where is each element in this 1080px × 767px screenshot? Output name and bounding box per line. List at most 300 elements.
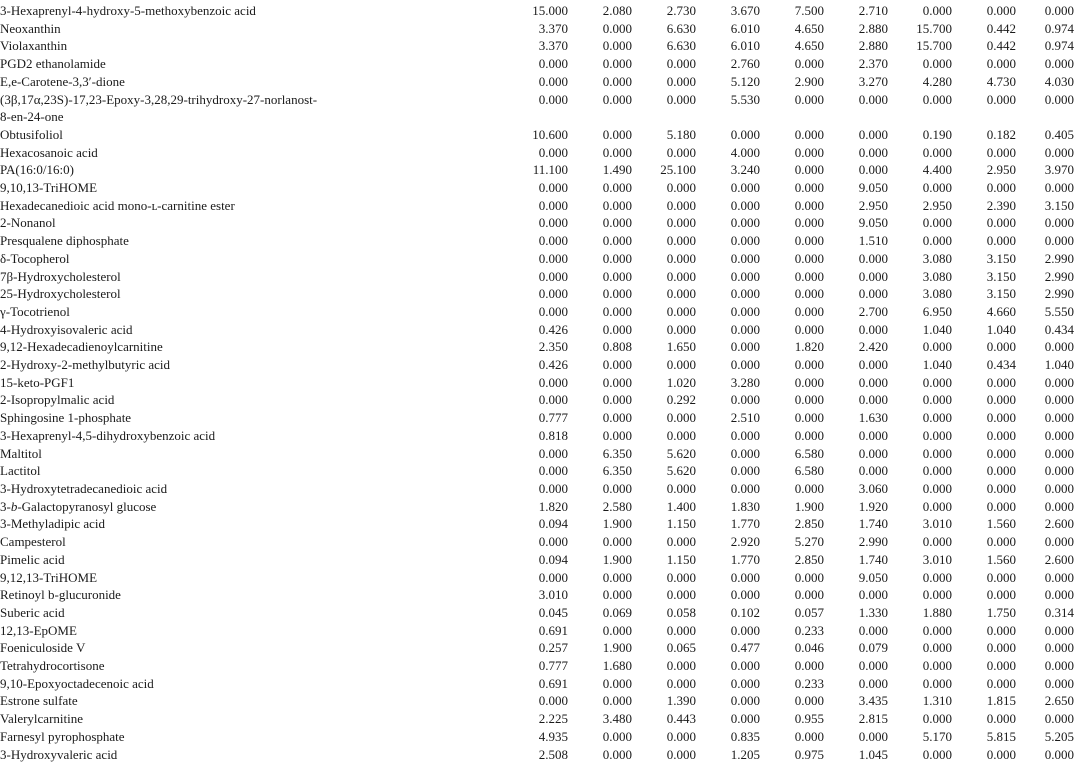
table-row bbox=[0, 197, 1080, 215]
value-cell: 5.205 bbox=[1044, 728, 1074, 744]
value-cell: 0.405 bbox=[1044, 126, 1074, 142]
value-cell: 0.000 bbox=[666, 569, 696, 585]
value-cell: 0.000 bbox=[986, 392, 1016, 408]
value-cell: 25.100 bbox=[660, 162, 696, 178]
value-cell: 0.000 bbox=[794, 286, 824, 302]
value-cell: 2.850 bbox=[794, 551, 824, 567]
compound-name: E,e-Carotene-3,3′-dione bbox=[0, 73, 125, 89]
value-cell: 9.050 bbox=[858, 180, 888, 196]
value-cell: 2.815 bbox=[858, 711, 888, 727]
value-cell: 0.000 bbox=[858, 286, 888, 302]
value-cell: 0.000 bbox=[858, 91, 888, 107]
value-cell: 0.000 bbox=[666, 587, 696, 603]
value-cell: 2.710 bbox=[858, 3, 888, 18]
value-cell: 0.000 bbox=[794, 162, 824, 178]
value-cell: 0.000 bbox=[602, 180, 632, 196]
value-cell: 2.580 bbox=[602, 498, 632, 514]
table-row bbox=[0, 586, 1080, 604]
value-cell: 3.150 bbox=[1044, 197, 1074, 213]
value-cell: 0.000 bbox=[794, 658, 824, 674]
value-cell: 0.808 bbox=[602, 339, 632, 355]
compound-name: Estrone sulfate bbox=[0, 693, 78, 709]
value-cell: 0.000 bbox=[602, 268, 632, 284]
value-cell: 5.530 bbox=[730, 91, 760, 107]
compound-name: Violaxanthin bbox=[0, 38, 68, 54]
compound-name: δ-Tocopherol bbox=[0, 250, 70, 266]
table-row bbox=[0, 657, 1080, 675]
value-cell: 3.150 bbox=[986, 286, 1016, 302]
value-cell: 0.182 bbox=[986, 126, 1016, 142]
table-row bbox=[0, 20, 1080, 38]
value-cell: 0.233 bbox=[794, 622, 824, 638]
value-cell: 0.000 bbox=[858, 622, 888, 638]
value-cell: 0.000 bbox=[858, 268, 888, 284]
value-cell: 1.330 bbox=[858, 604, 888, 620]
value-cell: 0.000 bbox=[1044, 427, 1074, 443]
value-cell: 0.426 bbox=[538, 321, 568, 337]
value-cell: 0.442 bbox=[986, 20, 1016, 36]
value-cell: 0.000 bbox=[986, 498, 1016, 514]
value-cell: 2.600 bbox=[1044, 551, 1074, 567]
value-cell: 0.000 bbox=[602, 480, 632, 496]
value-cell: 0.000 bbox=[666, 215, 696, 231]
table-row bbox=[0, 480, 1080, 498]
value-cell: 0.000 bbox=[858, 463, 888, 479]
value-cell: 0.000 bbox=[730, 303, 760, 319]
compound-name: Valerylcarnitine bbox=[0, 711, 84, 727]
value-cell: 0.000 bbox=[1044, 711, 1074, 727]
value-cell: 0.000 bbox=[922, 144, 952, 160]
value-cell: 1.040 bbox=[986, 321, 1016, 337]
value-cell: 0.000 bbox=[538, 463, 568, 479]
table-row bbox=[0, 338, 1080, 356]
value-cell: 3.060 bbox=[858, 480, 888, 496]
table-row bbox=[0, 91, 1080, 126]
value-cell: 0.000 bbox=[602, 693, 632, 709]
value-cell: 0.000 bbox=[986, 746, 1016, 762]
value-cell: 2.390 bbox=[986, 197, 1016, 213]
value-cell: 1.750 bbox=[986, 604, 1016, 620]
value-cell: 1.900 bbox=[602, 551, 632, 567]
value-cell: 1.040 bbox=[922, 321, 952, 337]
compound-name: 12,13-EpOME bbox=[0, 622, 77, 638]
value-cell: 0.000 bbox=[538, 268, 568, 284]
value-cell: 0.000 bbox=[794, 392, 824, 408]
table-row bbox=[0, 73, 1080, 91]
table-row bbox=[0, 498, 1080, 516]
compound-name: 2-Nonanol bbox=[0, 215, 56, 231]
table-row bbox=[0, 692, 1080, 710]
compound-name: 3-Methyladipic acid bbox=[0, 516, 106, 532]
value-cell: 0.000 bbox=[794, 728, 824, 744]
value-cell: 0.069 bbox=[602, 604, 632, 620]
value-cell: 0.000 bbox=[858, 658, 888, 674]
value-cell: 0.000 bbox=[922, 622, 952, 638]
value-cell: 0.000 bbox=[1044, 233, 1074, 249]
value-cell: 3.080 bbox=[922, 286, 952, 302]
value-cell: 1.820 bbox=[794, 339, 824, 355]
value-cell: 0.000 bbox=[858, 392, 888, 408]
value-cell: 0.000 bbox=[730, 392, 760, 408]
value-cell: 1.510 bbox=[858, 233, 888, 249]
table-row bbox=[0, 126, 1080, 144]
value-cell: 0.000 bbox=[1044, 215, 1074, 231]
value-cell: 4.000 bbox=[730, 144, 760, 160]
value-cell: 1.560 bbox=[986, 551, 1016, 567]
value-cell: 0.000 bbox=[922, 480, 952, 496]
value-cell: 1.205 bbox=[730, 746, 760, 762]
table-row bbox=[0, 569, 1080, 587]
value-cell: 0.000 bbox=[794, 268, 824, 284]
value-cell: 1.020 bbox=[666, 374, 696, 390]
value-cell: 1.900 bbox=[602, 640, 632, 656]
value-cell: 3.370 bbox=[538, 20, 568, 36]
value-cell: 4.400 bbox=[922, 162, 952, 178]
value-cell: 0.000 bbox=[730, 268, 760, 284]
value-cell: 0.000 bbox=[666, 286, 696, 302]
value-cell: 0.000 bbox=[922, 410, 952, 426]
value-cell: 15.700 bbox=[916, 20, 952, 36]
value-cell: 3.435 bbox=[858, 693, 888, 709]
compound-name: Suberic acid bbox=[0, 604, 65, 620]
value-cell: 3.150 bbox=[986, 268, 1016, 284]
value-cell: 0.257 bbox=[538, 640, 568, 656]
compound-name: Retinoyl b-glucuronide bbox=[0, 587, 121, 603]
value-cell: 3.150 bbox=[986, 250, 1016, 266]
value-cell: 0.000 bbox=[858, 144, 888, 160]
value-cell: 0.000 bbox=[602, 56, 632, 72]
value-cell: 6.350 bbox=[602, 445, 632, 461]
value-cell: 0.000 bbox=[730, 569, 760, 585]
value-cell: 1.040 bbox=[1044, 357, 1074, 373]
value-cell: 1.900 bbox=[794, 498, 824, 514]
value-cell: 15.000 bbox=[532, 3, 568, 18]
value-cell: 0.000 bbox=[794, 357, 824, 373]
value-cell: 0.000 bbox=[858, 587, 888, 603]
value-cell: 0.000 bbox=[730, 215, 760, 231]
value-cell: 0.000 bbox=[922, 233, 952, 249]
value-cell: 3.970 bbox=[1044, 162, 1074, 178]
value-cell: 1.310 bbox=[922, 693, 952, 709]
value-cell: 0.000 bbox=[1044, 445, 1074, 461]
value-cell: 0.000 bbox=[730, 587, 760, 603]
value-cell: 0.000 bbox=[794, 321, 824, 337]
value-cell: 6.350 bbox=[602, 463, 632, 479]
table-row bbox=[0, 55, 1080, 73]
value-cell: 0.000 bbox=[794, 427, 824, 443]
compound-name: Obtusifoliol bbox=[0, 126, 63, 142]
value-cell: 0.000 bbox=[858, 250, 888, 266]
value-cell: 0.000 bbox=[922, 534, 952, 550]
value-cell: 0.691 bbox=[538, 622, 568, 638]
compound-name: Lactitol bbox=[0, 463, 41, 479]
value-cell: 0.000 bbox=[666, 303, 696, 319]
value-cell: 0.000 bbox=[730, 463, 760, 479]
paper-table-page bbox=[0, 2, 1080, 767]
compound-name: 3-b-Galactopyranosyl glucose bbox=[0, 498, 157, 514]
value-cell: 0.000 bbox=[858, 728, 888, 744]
compound-name: 9,12-Hexadecadienoylcarnitine bbox=[0, 339, 163, 355]
compound-name: 9,10-Epoxyoctadecenoic acid bbox=[0, 675, 154, 691]
value-cell: 1.830 bbox=[730, 498, 760, 514]
value-cell: 0.000 bbox=[1044, 374, 1074, 390]
table-row bbox=[0, 409, 1080, 427]
value-cell: 0.000 bbox=[602, 587, 632, 603]
value-cell: 1.150 bbox=[666, 516, 696, 532]
value-cell: 2.990 bbox=[1044, 250, 1074, 266]
value-cell: 0.000 bbox=[858, 427, 888, 443]
compound-name: γ-Tocotrienol bbox=[0, 303, 70, 319]
value-cell: 1.045 bbox=[858, 746, 888, 762]
value-cell: 0.000 bbox=[858, 675, 888, 691]
value-cell: 0.000 bbox=[602, 357, 632, 373]
value-cell: 0.000 bbox=[794, 233, 824, 249]
value-cell: 3.010 bbox=[538, 587, 568, 603]
value-cell: 0.000 bbox=[538, 180, 568, 196]
value-cell: 0.000 bbox=[666, 73, 696, 89]
value-cell: 0.000 bbox=[602, 233, 632, 249]
value-cell: 0.975 bbox=[794, 746, 824, 762]
value-cell: 2.950 bbox=[922, 197, 952, 213]
value-cell: 0.818 bbox=[538, 427, 568, 443]
table-row bbox=[0, 622, 1080, 640]
value-cell: 0.000 bbox=[602, 569, 632, 585]
value-cell: 0.000 bbox=[922, 658, 952, 674]
value-cell: 2.990 bbox=[1044, 286, 1074, 302]
value-cell: 0.000 bbox=[922, 427, 952, 443]
value-cell: 0.000 bbox=[794, 126, 824, 142]
value-cell: 0.000 bbox=[602, 250, 632, 266]
value-cell: 0.000 bbox=[858, 357, 888, 373]
value-cell: 0.000 bbox=[858, 445, 888, 461]
value-cell: 0.974 bbox=[1044, 38, 1074, 54]
value-cell: 0.000 bbox=[1044, 675, 1074, 691]
value-cell: 0.000 bbox=[794, 480, 824, 496]
table-row bbox=[0, 232, 1080, 250]
value-cell: 0.974 bbox=[1044, 20, 1074, 36]
table-row bbox=[0, 639, 1080, 657]
value-cell: 0.000 bbox=[794, 215, 824, 231]
value-cell: 0.000 bbox=[666, 622, 696, 638]
value-cell: 0.000 bbox=[1044, 498, 1074, 514]
value-cell: 0.000 bbox=[602, 197, 632, 213]
value-cell: 0.000 bbox=[730, 339, 760, 355]
value-cell: 1.650 bbox=[666, 339, 696, 355]
value-cell: 0.000 bbox=[730, 233, 760, 249]
value-cell: 0.000 bbox=[666, 197, 696, 213]
value-cell: 0.000 bbox=[538, 215, 568, 231]
value-cell: 0.000 bbox=[538, 445, 568, 461]
value-cell: 2.950 bbox=[986, 162, 1016, 178]
compound-name: 4-Hydroxyisovaleric acid bbox=[0, 321, 133, 337]
table-row bbox=[0, 250, 1080, 268]
value-cell: 0.000 bbox=[666, 427, 696, 443]
value-cell: 0.000 bbox=[922, 3, 952, 18]
table-row bbox=[0, 675, 1080, 693]
value-cell: 0.000 bbox=[538, 286, 568, 302]
value-cell: 0.000 bbox=[666, 480, 696, 496]
value-cell: 4.030 bbox=[1044, 73, 1074, 89]
value-cell: 2.950 bbox=[858, 197, 888, 213]
table-row bbox=[0, 2, 1080, 20]
compound-table-body bbox=[0, 2, 1080, 763]
value-cell: 2.760 bbox=[730, 56, 760, 72]
compound-table bbox=[0, 2, 1080, 763]
value-cell: 5.550 bbox=[1044, 303, 1074, 319]
value-cell: 3.670 bbox=[730, 3, 760, 18]
value-cell: 0.000 bbox=[538, 250, 568, 266]
value-cell: 0.000 bbox=[666, 56, 696, 72]
value-cell: 0.000 bbox=[730, 711, 760, 727]
value-cell: 0.000 bbox=[602, 321, 632, 337]
value-cell: 0.000 bbox=[1044, 534, 1074, 550]
value-cell: 0.000 bbox=[602, 746, 632, 762]
value-cell: 1.770 bbox=[730, 551, 760, 567]
value-cell: 0.000 bbox=[794, 303, 824, 319]
value-cell: 0.000 bbox=[730, 480, 760, 496]
value-cell: 0.000 bbox=[602, 215, 632, 231]
value-cell: 5.270 bbox=[794, 534, 824, 550]
value-cell: 2.880 bbox=[858, 20, 888, 36]
value-cell: 0.000 bbox=[666, 233, 696, 249]
table-row bbox=[0, 445, 1080, 463]
value-cell: 0.094 bbox=[538, 516, 568, 532]
compound-name: Farnesyl pyrophosphate bbox=[0, 728, 125, 744]
value-cell: 0.000 bbox=[602, 622, 632, 638]
value-cell: 5.180 bbox=[666, 126, 696, 142]
compound-name: Sphingosine 1-phosphate bbox=[0, 410, 132, 426]
value-cell: 0.000 bbox=[602, 20, 632, 36]
value-cell: 1.630 bbox=[858, 410, 888, 426]
value-cell: 2.080 bbox=[602, 3, 632, 18]
value-cell: 0.079 bbox=[858, 640, 888, 656]
value-cell: 1.770 bbox=[730, 516, 760, 532]
value-cell: 0.000 bbox=[1044, 56, 1074, 72]
value-cell: 15.700 bbox=[916, 38, 952, 54]
value-cell: 2.350 bbox=[538, 339, 568, 355]
value-cell: 0.000 bbox=[538, 392, 568, 408]
value-cell: 0.057 bbox=[794, 604, 824, 620]
value-cell: 1.815 bbox=[986, 693, 1016, 709]
value-cell: 3.480 bbox=[602, 711, 632, 727]
table-row bbox=[0, 604, 1080, 622]
value-cell: 1.680 bbox=[602, 658, 632, 674]
value-cell: 2.600 bbox=[1044, 516, 1074, 532]
value-cell: 6.580 bbox=[794, 463, 824, 479]
value-cell: 0.000 bbox=[1044, 569, 1074, 585]
value-cell: 0.000 bbox=[986, 445, 1016, 461]
value-cell: 0.000 bbox=[794, 587, 824, 603]
value-cell: 3.370 bbox=[538, 38, 568, 54]
table-row bbox=[0, 427, 1080, 445]
compound-name: 25-Hydroxycholesterol bbox=[0, 286, 121, 302]
value-cell: 0.000 bbox=[922, 445, 952, 461]
value-cell: 0.000 bbox=[538, 144, 568, 160]
value-cell: 0.691 bbox=[538, 675, 568, 691]
table-row bbox=[0, 144, 1080, 162]
value-cell: 2.700 bbox=[858, 303, 888, 319]
value-cell: 3.280 bbox=[730, 374, 760, 390]
value-cell: 3.010 bbox=[922, 551, 952, 567]
compound-name: 3-Hydroxytetradecanedioic acid bbox=[0, 480, 168, 496]
value-cell: 0.000 bbox=[538, 303, 568, 319]
compound-name: 3-Hexaprenyl-4-hydroxy-5-methoxybenzoic acid bbox=[0, 3, 256, 18]
value-cell: 0.000 bbox=[1044, 339, 1074, 355]
value-cell: 0.000 bbox=[730, 445, 760, 461]
table-row bbox=[0, 710, 1080, 728]
value-cell: 0.000 bbox=[602, 410, 632, 426]
value-cell: 1.390 bbox=[666, 693, 696, 709]
value-cell: 0.000 bbox=[922, 215, 952, 231]
value-cell: 0.102 bbox=[730, 604, 760, 620]
value-cell: 0.000 bbox=[1044, 480, 1074, 496]
value-cell: 0.046 bbox=[794, 640, 824, 656]
value-cell: 0.777 bbox=[538, 658, 568, 674]
table-row bbox=[0, 161, 1080, 179]
value-cell: 0.000 bbox=[538, 197, 568, 213]
value-cell: 0.000 bbox=[730, 693, 760, 709]
value-cell: 0.000 bbox=[538, 693, 568, 709]
value-cell: 0.000 bbox=[986, 180, 1016, 196]
value-cell: 1.880 bbox=[922, 604, 952, 620]
value-cell: 2.850 bbox=[794, 516, 824, 532]
value-cell: 0.292 bbox=[666, 392, 696, 408]
value-cell: 0.000 bbox=[794, 144, 824, 160]
value-cell: 0.000 bbox=[986, 534, 1016, 550]
value-cell: 9.050 bbox=[858, 215, 888, 231]
value-cell: 0.000 bbox=[1044, 3, 1074, 18]
value-cell: 0.000 bbox=[986, 463, 1016, 479]
value-cell: 0.000 bbox=[538, 569, 568, 585]
table-row bbox=[0, 37, 1080, 55]
value-cell: 0.000 bbox=[922, 339, 952, 355]
value-cell: 0.000 bbox=[986, 144, 1016, 160]
value-cell: 0.426 bbox=[538, 357, 568, 373]
value-cell: 0.000 bbox=[1044, 587, 1074, 603]
value-cell: 0.000 bbox=[922, 91, 952, 107]
value-cell: 0.000 bbox=[986, 658, 1016, 674]
value-cell: 0.000 bbox=[602, 534, 632, 550]
value-cell: 0.000 bbox=[538, 73, 568, 89]
table-row bbox=[0, 285, 1080, 303]
value-cell: 0.000 bbox=[602, 303, 632, 319]
value-cell: 0.000 bbox=[986, 675, 1016, 691]
value-cell: 1.920 bbox=[858, 498, 888, 514]
value-cell: 0.443 bbox=[666, 711, 696, 727]
value-cell: 1.400 bbox=[666, 498, 696, 514]
value-cell: 1.740 bbox=[858, 551, 888, 567]
value-cell: 2.900 bbox=[794, 73, 824, 89]
value-cell: 0.000 bbox=[986, 640, 1016, 656]
table-row bbox=[0, 728, 1080, 746]
value-cell: 0.000 bbox=[922, 746, 952, 762]
compound-name: 15-keto-PGF1 bbox=[0, 374, 75, 390]
value-cell: 0.000 bbox=[666, 658, 696, 674]
value-cell: 0.000 bbox=[922, 675, 952, 691]
value-cell: 2.650 bbox=[1044, 693, 1074, 709]
value-cell: 0.000 bbox=[986, 56, 1016, 72]
value-cell: 0.000 bbox=[986, 339, 1016, 355]
value-cell: 0.000 bbox=[602, 144, 632, 160]
value-cell: 0.000 bbox=[730, 126, 760, 142]
compound-name: 9,10,13-TriHOME bbox=[0, 180, 98, 196]
value-cell: 0.000 bbox=[730, 180, 760, 196]
value-cell: 0.000 bbox=[986, 622, 1016, 638]
table-row bbox=[0, 746, 1080, 764]
value-cell: 0.000 bbox=[602, 126, 632, 142]
value-cell: 0.000 bbox=[1044, 91, 1074, 107]
value-cell: 0.000 bbox=[730, 675, 760, 691]
